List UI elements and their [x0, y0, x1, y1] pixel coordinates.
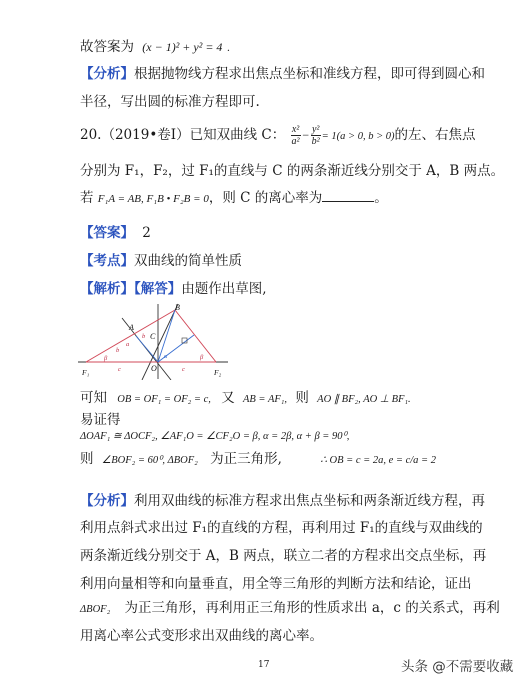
label-b: B — [175, 303, 180, 312]
label-c: C — [150, 332, 156, 341]
label-c-1: c — [118, 366, 121, 373]
analysis-1-line-2: 半径，写出圆的标准方程即可. — [80, 94, 260, 110]
answer-blank — [322, 189, 374, 202]
label-f2: F₂ — [214, 368, 222, 377]
label-b-1: b — [142, 333, 146, 340]
answer-intro-suffix: . — [226, 42, 231, 54]
problem-number: 20.（2019•卷Ⅰ）已知双曲线 C： — [80, 127, 286, 143]
kaodian-value: 双曲线的简单性质 — [134, 253, 242, 269]
label-c-2: c — [182, 366, 185, 373]
analysis-2-line-4: 利用向量相等和向量垂直，用全等三角形的判断方法和结论，证出 — [80, 576, 472, 592]
analysis-2-line-5: ΔBOF₂ 为正三角形，再利用正三角形的性质求出 a，c 的关系式，再利 — [80, 600, 500, 616]
line-b-f2 — [175, 310, 216, 362]
kaodian-tag: 【考点】 — [80, 253, 134, 269]
label-a: A — [129, 323, 134, 332]
solution-line: 【解析】【解答】由题作出草图, — [80, 281, 267, 297]
answer-intro-line — [80, 38, 230, 57]
analysis-2-line-3: 两条渐近线分别交于 A，B 两点，联立二者的方程求出交点坐标，再 — [80, 548, 487, 564]
solution-tag: 【解析】 — [80, 281, 134, 297]
solution-subtag: 【解答】 — [134, 281, 182, 297]
answer-tag: 【答案】 — [80, 225, 134, 241]
analysis-1-line-1: 【分析】根据抛物线方程求出焦点坐标和准线方程，即可得到圆心和 — [80, 66, 485, 82]
page-number: 17 — [258, 660, 270, 670]
kaodian-line — [80, 252, 242, 270]
answer-value: 2 — [142, 225, 151, 241]
analysis-2-line-1: 【分析】利用双曲线的标准方程求出焦点坐标和两条渐近线方程，再 — [80, 493, 485, 509]
watermark: 头条 @不需要收藏 — [401, 659, 514, 675]
hyperbola-sketch — [78, 302, 228, 380]
problem-line-3: 若 F₁A = AB, F₁B • F₂B = 0，则 C 的离心率为 。 — [80, 190, 388, 206]
problem-line-1: 20.（2019•卷Ⅰ）已知双曲线 C： $\frac{\text{x²}}{\text{a²}}$ − $\frac{\text{y²}}{\text{b²}}$ = 1(a > 0, b > 0)的左、右焦点 — [80, 124, 476, 147]
problem-line-2: 分别为 F₁，F₂，过 F₁的直线与 C 的两条渐近线分别交于 A，B 两点。 — [80, 163, 505, 179]
fraction-y: $\frac{\text{y²}}{\text{b²}}$ — [311, 124, 320, 147]
answer-line — [80, 224, 151, 242]
analysis-2-line-6: 用离心率公式变形求出双曲线的离心率。 — [80, 628, 323, 644]
label-b-2: b — [116, 347, 120, 354]
answer-formula: (x − 1)² + y² = 4 — [142, 40, 223, 54]
line-f1-b — [86, 310, 175, 362]
answer-intro-prefix: 故答案为 — [80, 39, 134, 55]
label-f1: F₁ — [82, 368, 90, 377]
asymptote-2 — [142, 304, 178, 380]
derivation-row-3: ΔOAF₁ ≅ ΔOCF₂, ∠AF₁O = ∠CF₂O = β, α = 2β, α + β = 90⁰, — [80, 431, 350, 442]
fraction-x: $\frac{\text{x²}}{\text{a²}}$ — [291, 124, 300, 147]
derivation-row-2: 易证得 — [80, 412, 121, 428]
analysis-2-line-2: 利用点斜式求出过 F₁的直线的方程，再利用过 F₁的直线与双曲线的 — [80, 520, 483, 536]
derivation-row-1: 可知 OB = OF₁ = OF₂ = c, 又 AB = AF₁, 则 AO ∥ BF₂, AO ⊥ BF₁. — [80, 390, 411, 406]
label-beta-1: β — [104, 355, 108, 362]
label-alpha: α — [164, 353, 168, 360]
analysis-2-tag: 【分析】 — [80, 493, 134, 509]
vector-condition: F₁A = AB, F₁B • F₂B = 0 — [97, 193, 209, 205]
label-o: O — [151, 364, 157, 373]
label-a-side: a — [126, 341, 130, 348]
label-beta-2: β — [200, 354, 204, 361]
derivation-row-4: 则 ∠BOF₂ = 60⁰, ΔBOF₂ 为正三角形, ∴ OB = c = 2a, e = c/a = 2 — [80, 451, 436, 467]
analysis-tag: 【分析】 — [80, 66, 134, 82]
hyperbola-condition: = 1(a > 0, b > 0) — [321, 131, 395, 142]
